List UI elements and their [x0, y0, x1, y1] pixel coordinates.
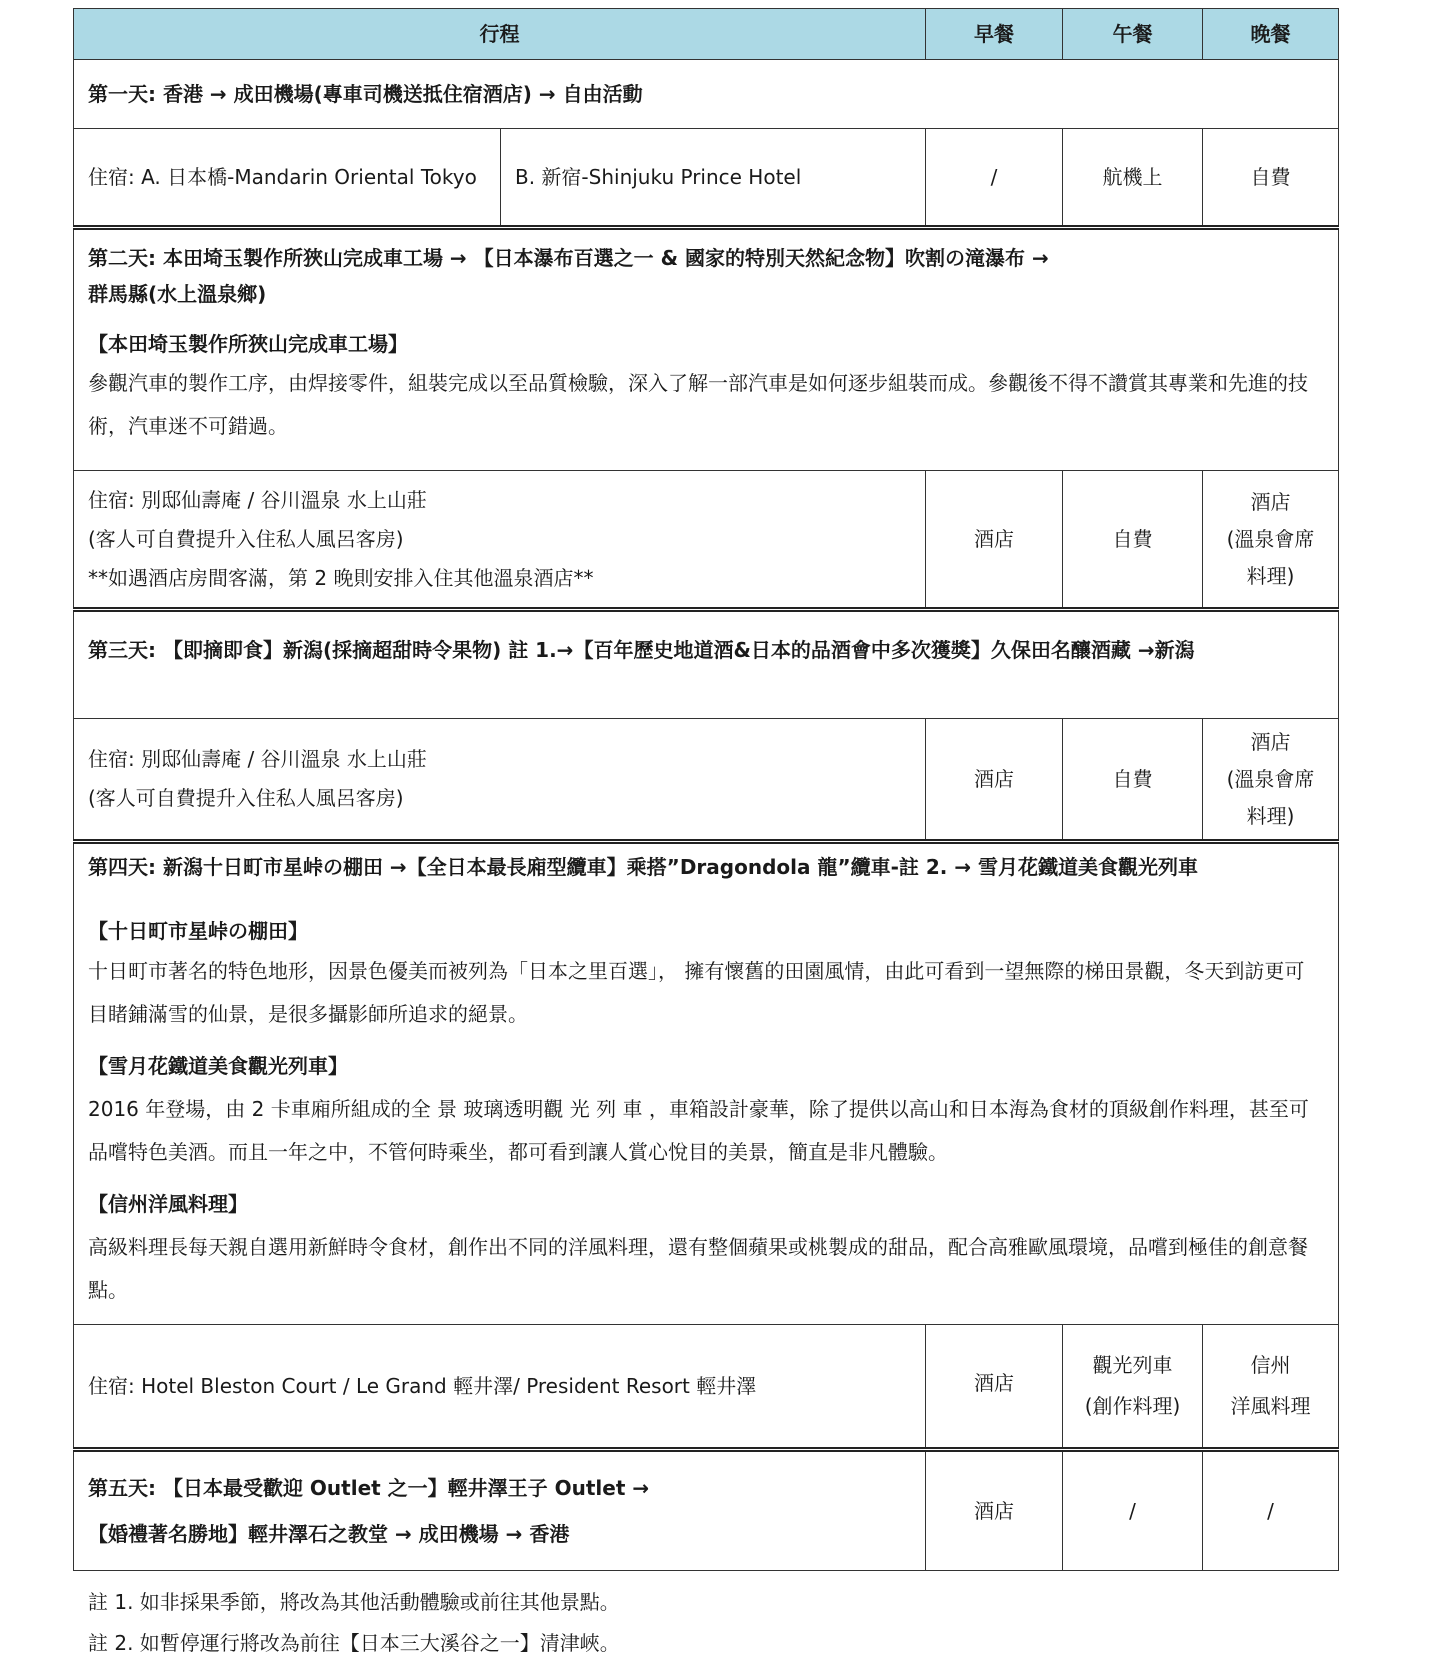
header-lunch: 午餐	[1063, 9, 1203, 60]
day3-title-row	[74, 610, 1339, 719]
day3-stay-line2: (客人可自費提升入住私人風呂客房)	[88, 786, 404, 810]
day2-breakfast: 酒店	[926, 471, 1063, 610]
day3-stay-line1: 住宿: 別邸仙壽庵 / 谷川溫泉 水上山莊	[88, 747, 427, 771]
day4-lunch-line1: 觀光列車	[1092, 1353, 1173, 1377]
day3-dinner-line1: 酒店	[1250, 729, 1291, 754]
footnotes	[88, 1582, 620, 1664]
header-dinner: 晚餐	[1203, 9, 1339, 60]
day4-dinner-line2: 洋風料理	[1230, 1394, 1311, 1418]
day4-paragraph-3: 高級料理長每天親自選用新鮮時令食材，創作出不同的洋風料理，還有整個蘋果或桃製成的甜品，配合高雅歐風環境，品嚐到極佳的創意餐點。	[88, 1235, 1308, 1302]
day4-stay-row	[74, 1325, 1339, 1450]
day4-subheading-1: 【十日町市星峠の棚田】	[88, 919, 308, 943]
day2-lunch: 自費	[1063, 471, 1203, 610]
day1-title-row	[74, 60, 1339, 129]
day4-paragraph-1: 十日町市著名的特色地形，因景色優美而被列為「日本之里百選」， 擁有懷舊的田園風情，由此可看到一望無際的梯田景觀，冬天到訪更可目睹鋪滿雪的仙景，是很多攝影師所追求的絕景。	[88, 959, 1305, 1026]
day3-breakfast: 酒店	[926, 719, 1063, 842]
day4-breakfast: 酒店	[926, 1325, 1063, 1450]
day3-lunch: 自費	[1063, 719, 1203, 842]
day2-description-cell	[74, 228, 1339, 471]
day1-breakfast: /	[926, 129, 1063, 228]
day2-stay-line2: (客人可自費提升入住私人風呂客房)	[88, 526, 404, 551]
day4-subheading-3: 【信州洋風料理】	[88, 1192, 248, 1216]
day2-dinner-line1: 酒店	[1250, 489, 1291, 514]
header-itinerary: 行程	[74, 9, 926, 60]
day3-dinner-line2: (溫泉會席	[1226, 766, 1315, 791]
day4-paragraph-2: 2016 年登場，由 2 卡車廂所組成的全 景 玻璃透明觀 光 列 車 ，車箱設計豪華，除了提供以高山和日本海為食材的頂級創作料理，甚至可品嚐特色美酒。而且一年之中，不管何時乘坐，都可看到讓人賞心悅目的美景，簡直是非凡體驗。	[88, 1097, 1309, 1164]
day2-dinner-line3: 料理)	[1246, 563, 1295, 588]
day3-title: 第三天: 【即摘即食】新潟(採摘超甜時令果物) 註 1.→【百年歷史地道酒&日本的品酒會中多次獲獎】久保田名釀酒藏 →新潟	[74, 610, 1339, 719]
day4-lunch-line2: (創作料理)	[1084, 1394, 1181, 1418]
day1-dinner: 自費	[1203, 129, 1339, 228]
day5-title-line1: 第五天: 【日本最受歡迎 Outlet 之一】輕井澤王子 Outlet →	[88, 1476, 650, 1500]
day5-dinner: /	[1203, 1450, 1339, 1571]
header-breakfast: 早餐	[926, 9, 1063, 60]
day2-desc-row	[74, 228, 1339, 471]
day4-dinner-cell	[1203, 1325, 1339, 1450]
day1-stay-b: B. 新宿-Shinjuku Prince Hotel	[501, 129, 926, 228]
day4-dinner-line1: 信州	[1250, 1353, 1291, 1377]
footnote-2: 註 2. 如暫停運行將改為前往【日本三大溪谷之一】清津峽。	[88, 1631, 620, 1655]
day2-dinner-line2: (溫泉會席	[1226, 526, 1315, 551]
itinerary-table-wrapper	[73, 8, 1338, 1571]
day4-description-cell	[74, 842, 1339, 1325]
footnote-1: 註 1. 如非採果季節，將改為其他活動體驗或前往其他景點。	[88, 1590, 620, 1614]
day4-desc-row	[74, 842, 1339, 1325]
day2-stay-row	[74, 471, 1339, 610]
day4-stay: 住宿: Hotel Bleston Court / Le Grand 輕井澤/ President Resort 輕井澤	[74, 1325, 926, 1450]
day3-stay-cell	[74, 719, 926, 842]
day1-stay-a: 住宿: A. 日本橋-Mandarin Oriental Tokyo	[74, 129, 501, 228]
day1-title: 第一天: 香港 → 成田機場(專車司機送抵住宿酒店) → 自由活動	[74, 60, 1339, 129]
day2-stay-line3: **如遇酒店房間客滿，第 2 晚則安排入住其他溫泉酒店**	[88, 565, 594, 590]
day5-title-line2: 【婚禮著名勝地】輕井澤石之教堂 → 成田機場 → 香港	[88, 1522, 570, 1546]
day2-title-line2: 群馬縣(水上溫泉鄉)	[88, 282, 267, 306]
day1-lunch: 航機上	[1063, 129, 1203, 228]
day2-stay-cell	[74, 471, 926, 610]
day5-title-cell	[74, 1450, 926, 1571]
day3-dinner-cell	[1203, 719, 1339, 842]
day2-dinner-cell	[1203, 471, 1339, 610]
table-header-row	[74, 9, 1339, 60]
day5-breakfast: 酒店	[926, 1450, 1063, 1571]
itinerary-table	[73, 8, 1339, 1571]
day2-stay-line1: 住宿: 別邸仙壽庵 / 谷川溫泉 水上山莊	[88, 487, 427, 512]
day3-stay-row	[74, 719, 1339, 842]
day5-lunch: /	[1063, 1450, 1203, 1571]
day3-dinner-line3: 料理)	[1246, 803, 1295, 828]
day2-subheading: 【本田埼玉製作所狹山完成車工場】	[88, 332, 408, 356]
day5-row	[74, 1450, 1339, 1571]
day4-lunch-cell	[1063, 1325, 1203, 1450]
day1-stay-row	[74, 129, 1339, 228]
day2-paragraph: 參觀汽車的製作工序，由焊接零件，組裝完成以至品質檢驗，深入了解一部汽車是如何逐步組裝而成。參觀後不得不讚賞其專業和先進的技術，汽車迷不可錯過。	[88, 371, 1308, 438]
day4-subheading-2: 【雪月花鐵道美食觀光列車】	[88, 1054, 348, 1078]
day2-title-line1: 第二天: 本田埼玉製作所狹山完成車工場 → 【日本瀑布百選之一 & 國家的特別天然紀念物】吹割の滝瀑布 →	[88, 246, 1049, 270]
day4-title: 第四天: 新潟十日町市星峠の棚田 →【全日本最長廂型纜車】乘搭”Dragondola 龍”纜車-註 2. → 雪月花鐵道美食觀光列車	[88, 855, 1199, 879]
